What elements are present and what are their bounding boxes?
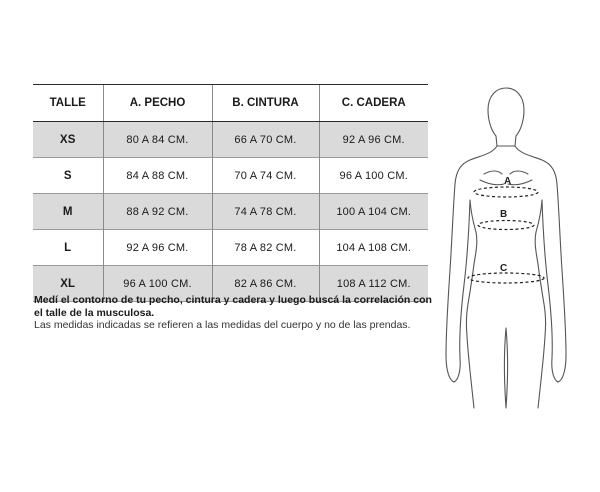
size-cell: L [64,241,72,254]
size-chart-table [33,84,428,302]
pecho-cell: 80 A 84 CM. [103,122,212,158]
cintura-cell: 82 A 86 CM. [212,266,319,302]
cadera-cell: 108 A 112 CM. [319,266,428,302]
header-pecho: A. PECHO [103,85,212,122]
header-talle: TALLE [33,85,103,122]
table-row [33,230,428,266]
pecho-cell: 88 A 92 CM. [103,194,212,230]
label-b: B [500,209,508,220]
size-cell: M [33,194,103,230]
cadera-cell: 100 A 104 CM. [319,194,428,230]
cintura-cell: 74 A 78 CM. [212,194,319,230]
pecho-cell: 96 A 100 CM. [103,266,212,302]
disclaimer-text: Las medidas indicadas se refieren a las medidas del cuerpo y no de las prendas. [34,319,411,331]
label-a: A [504,176,512,187]
label-c: C [500,263,508,274]
body-figure [436,80,576,410]
cadera-cell: 92 A 96 CM. [319,122,428,158]
cintura-cell: 78 A 82 CM. [212,230,319,266]
cadera-cell: 104 A 108 CM. [319,230,428,266]
cintura-cell: 66 A 70 CM. [212,122,319,158]
instruction-text: Medí el contorno de tu pecho, cintura y cadera y luego buscá la correlación con el talle de la musculosa. [34,294,432,319]
measurement-notes [34,294,434,332]
pecho-cell: 92 A 96 CM. [103,230,212,266]
size-cell: XL [33,266,103,302]
body-outline-icon [436,80,576,410]
cintura-cell: 70 A 74 CM. [212,158,319,194]
table-row [33,122,428,158]
pecho-cell: 84 A 88 CM. [103,158,212,194]
header-cintura: B. CINTURA [212,85,319,122]
cadera-cell: 96 A 100 CM. [319,158,428,194]
table-row [33,158,428,194]
header-cadera: C. CADERA [319,85,428,122]
table-row [33,194,428,230]
table-header-row [33,85,428,122]
size-cell: XS [33,122,103,158]
size-cell: S [63,169,72,182]
